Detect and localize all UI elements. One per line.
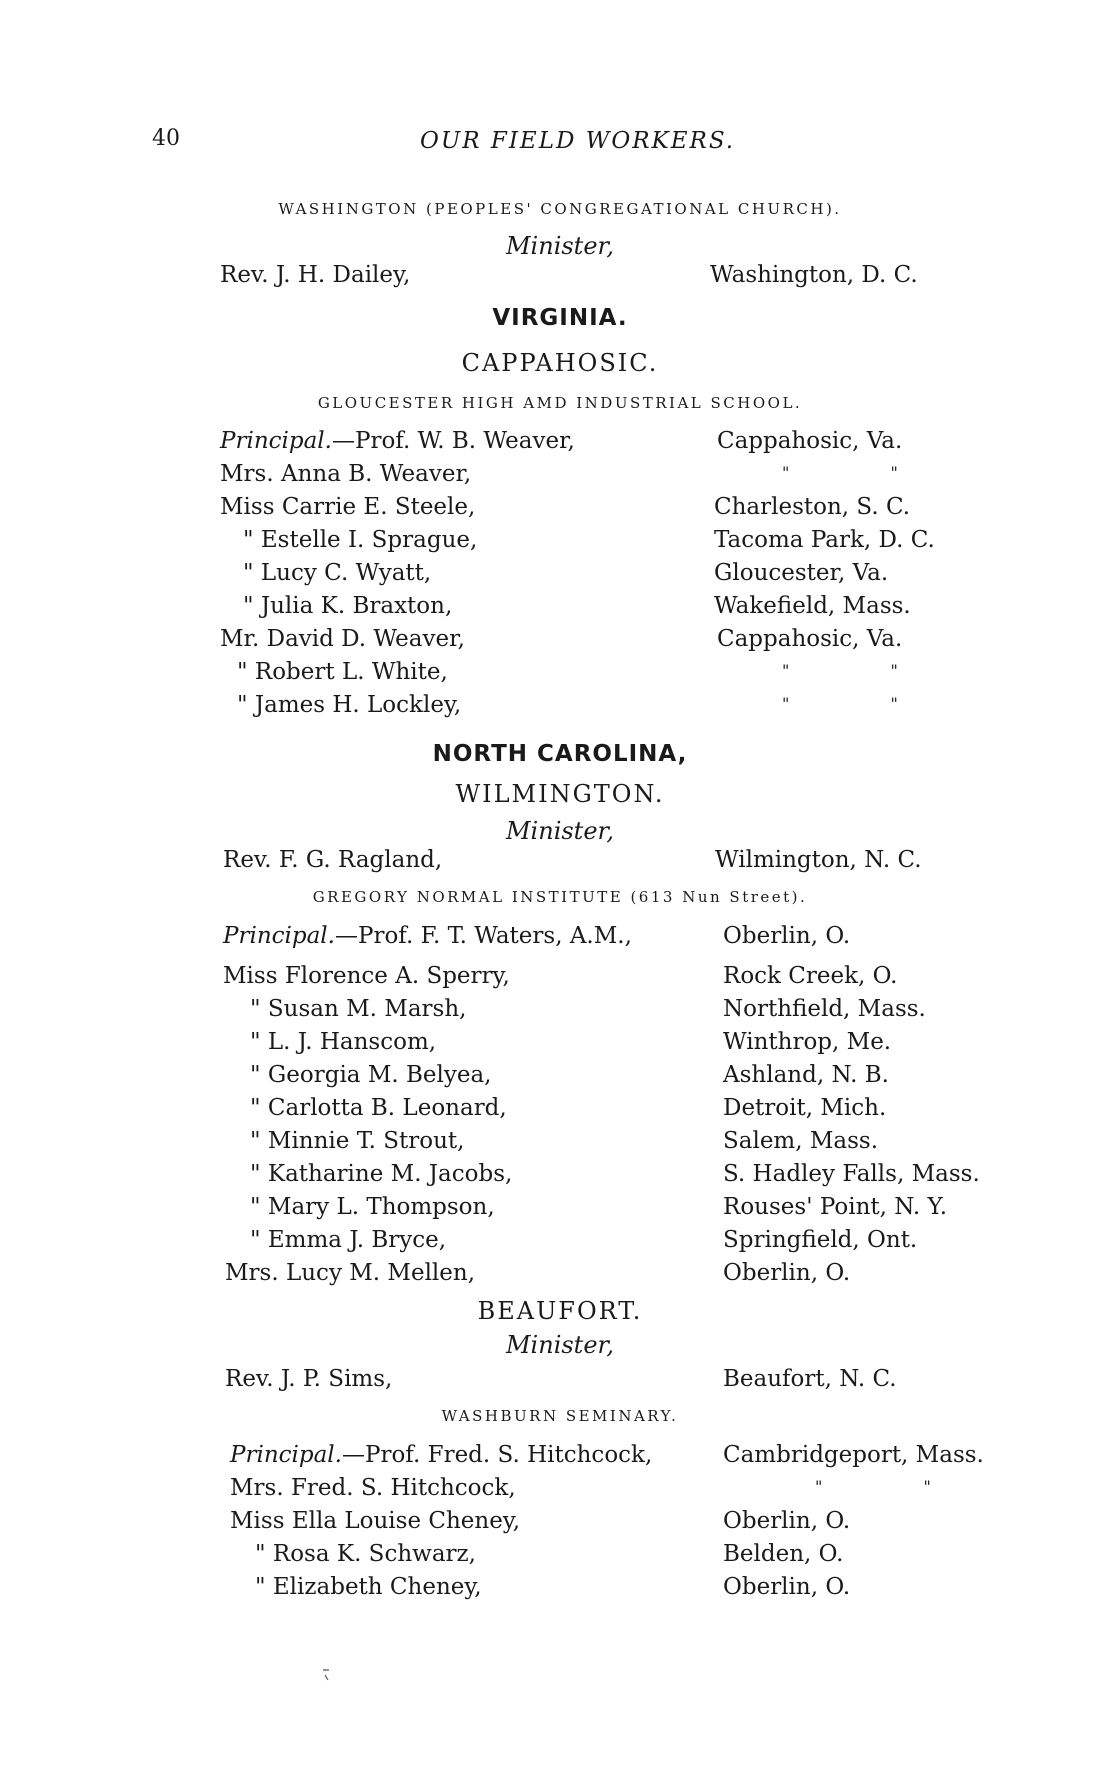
page-number: 40 xyxy=(152,126,180,151)
state-north-carolina: NORTH CAROLINA, xyxy=(432,741,688,767)
staff-name: " L. J. Hanscom, xyxy=(250,1029,437,1055)
staff-name: " Emma J. Bryce, xyxy=(250,1227,447,1253)
staff-name: " Julia K. Braxton, xyxy=(243,593,453,619)
town-cappahosic: CAPPAHOSIC. xyxy=(461,349,659,377)
staff-name: Miss Florence A. Sperry, xyxy=(223,963,510,989)
school-gloucester: GLOUCESTER HIGH AMD INDUSTRIAL SCHOOL. xyxy=(317,394,803,412)
staff-place: Ashland, N. B. xyxy=(723,1062,889,1088)
staff-place-ditto: " " xyxy=(782,661,946,680)
wilmington-minister-place: Wilmington, N. C. xyxy=(715,847,922,873)
beaufort-minister-label: Minister, xyxy=(505,1331,614,1359)
staff-name: " Mary L. Thompson, xyxy=(250,1194,495,1220)
staff-place: S. Hadley Falls, Mass. xyxy=(723,1161,980,1187)
state-virginia: VIRGINIA. xyxy=(492,305,628,331)
staff-place: Oberlin, O. xyxy=(723,1508,851,1534)
staff-name: " Minnie T. Strout, xyxy=(250,1128,465,1154)
staff-name: —Prof. F. T. Waters, A.M., xyxy=(334,923,632,949)
staff-place-ditto: " " xyxy=(782,694,946,713)
staff-place: Belden, O. xyxy=(723,1541,844,1567)
washington-heading: WASHINGTON (PEOPLES' CONGREGATIONAL CHURCH). xyxy=(278,200,842,218)
staff-name: Mrs. Fred. S. Hitchcock, xyxy=(230,1475,516,1501)
staff-place: Detroit, Mich. xyxy=(723,1095,887,1121)
staff-name: Mr. David D. Weaver, xyxy=(220,626,465,652)
staff-place-ditto: " " xyxy=(815,1477,979,1496)
staff-name: " Susan M. Marsh, xyxy=(250,996,467,1022)
staff-place: Cappahosic, Va. xyxy=(717,428,903,454)
staff-place: Cappahosic, Va. xyxy=(717,626,903,652)
staff-name: " Katharine M. Jacobs, xyxy=(250,1161,513,1187)
staff-row xyxy=(230,1442,652,1468)
school-gregory: GREGORY NORMAL INSTITUTE (613 Nun Street). xyxy=(312,888,808,906)
signature-mark-icon xyxy=(322,1668,332,1682)
staff-name: " Georgia M. Belyea, xyxy=(250,1062,492,1088)
staff-place: Cambridgeport, Mass. xyxy=(723,1442,984,1468)
staff-name: " Rosa K. Schwarz, xyxy=(255,1541,476,1567)
staff-name: " Robert L. White, xyxy=(237,659,448,685)
staff-place-ditto: " " xyxy=(782,463,946,482)
staff-name: Miss Ella Louise Cheney, xyxy=(230,1508,521,1534)
printer-mark xyxy=(322,1668,332,1686)
principal-label: Principal. xyxy=(220,428,332,454)
staff-place: Winthrop, Me. xyxy=(723,1029,892,1055)
staff-name: —Prof. Fred. S. Hitchcock, xyxy=(341,1442,653,1468)
staff-name: " James H. Lockley, xyxy=(237,692,462,718)
staff-name: Mrs. Lucy M. Mellen, xyxy=(225,1260,476,1286)
staff-name: " Elizabeth Cheney, xyxy=(255,1574,482,1600)
staff-name: " Lucy C. Wyatt, xyxy=(243,560,432,586)
staff-place: Northfield, Mass. xyxy=(723,996,926,1022)
staff-place: Charleston, S. C. xyxy=(714,494,911,520)
principal-label: Principal. xyxy=(230,1442,342,1468)
beaufort-minister-place: Beaufort, N. C. xyxy=(723,1366,897,1392)
staff-row xyxy=(220,428,575,454)
staff-name: —Prof. W. B. Weaver, xyxy=(331,428,575,454)
washington-minister-name: Rev. J. H. Dailey, xyxy=(220,262,411,288)
staff-name: Miss Carrie E. Steele, xyxy=(220,494,476,520)
washington-minister-place: Washington, D. C. xyxy=(710,262,918,288)
staff-name: " Estelle I. Sprague, xyxy=(243,527,478,553)
wilmington-minister-name: Rev. F. G. Ragland, xyxy=(223,847,443,873)
staff-place: Oberlin, O. xyxy=(723,1260,851,1286)
staff-place: Gloucester, Va. xyxy=(714,560,889,586)
staff-place: Salem, Mass. xyxy=(723,1128,879,1154)
staff-place: Rock Creek, O. xyxy=(723,963,898,989)
staff-place: Tacoma Park, D. C. xyxy=(714,527,935,553)
staff-row xyxy=(223,923,632,949)
town-wilmington: WILMINGTON. xyxy=(455,780,665,808)
principal-label: Principal. xyxy=(223,923,335,949)
running-head: OUR FIELD WORKERS. xyxy=(420,128,736,154)
staff-place: Wakefield, Mass. xyxy=(714,593,911,619)
staff-place: Oberlin, O. xyxy=(723,1574,851,1600)
staff-place: Oberlin, O. xyxy=(723,923,851,949)
staff-place: Rouses' Point, N. Y. xyxy=(723,1194,948,1220)
washington-minister-label: Minister, xyxy=(505,232,614,260)
beaufort-minister-name: Rev. J. P. Sims, xyxy=(225,1366,393,1392)
town-beaufort: BEAUFORT. xyxy=(477,1297,643,1325)
staff-place: Springfield, Ont. xyxy=(723,1227,918,1253)
staff-name: " Carlotta B. Leonard, xyxy=(250,1095,507,1121)
school-washburn: WASHBURN SEMINARY. xyxy=(441,1407,679,1425)
staff-name: Mrs. Anna B. Weaver, xyxy=(220,461,472,487)
wilmington-minister-label: Minister, xyxy=(505,817,614,845)
